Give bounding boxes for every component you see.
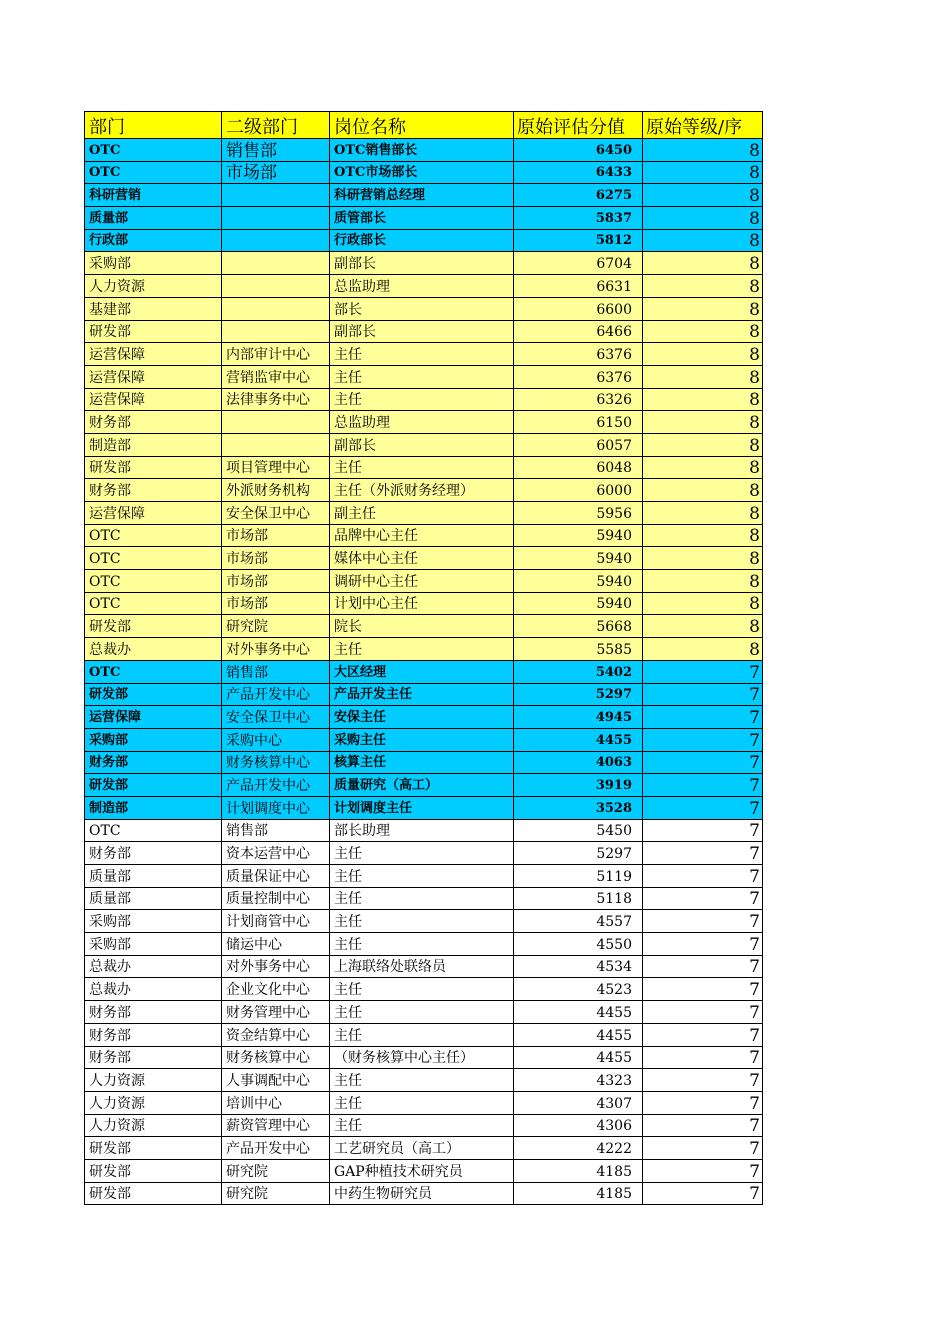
- grade-cell[interactable]: 7: [643, 751, 763, 774]
- score-cell[interactable]: 4550: [514, 933, 643, 956]
- score-cell[interactable]: 5940: [514, 592, 643, 615]
- table-row: [85, 1137, 763, 1160]
- position-cell[interactable]: 采购主任: [330, 728, 514, 751]
- score-cell[interactable]: 4063: [514, 751, 643, 774]
- dept-cell[interactable]: 研发部: [85, 774, 222, 797]
- table-row: [85, 547, 763, 570]
- position-cell[interactable]: 品牌中心主任: [330, 524, 514, 547]
- sub-dept-cell[interactable]: 产品开发中心: [222, 774, 330, 797]
- sub-dept-cell[interactable]: 财务核算中心: [222, 1046, 330, 1069]
- grade-cell[interactable]: 8: [643, 547, 763, 570]
- position-cell[interactable]: 调研中心主任: [330, 570, 514, 593]
- sub-dept-cell[interactable]: [222, 184, 330, 207]
- score-cell[interactable]: 5585: [514, 638, 643, 661]
- score-cell[interactable]: 6000: [514, 479, 643, 502]
- position-cell[interactable]: 副部长: [330, 252, 514, 275]
- table-row: [85, 343, 763, 366]
- table-row: [85, 796, 763, 819]
- sub-dept-cell[interactable]: 人事调配中心: [222, 1069, 330, 1092]
- grade-cell[interactable]: 7: [643, 842, 763, 865]
- sub-dept-cell[interactable]: 企业文化中心: [222, 978, 330, 1001]
- dept-cell[interactable]: 研发部: [85, 456, 222, 479]
- score-cell[interactable]: 4557: [514, 910, 643, 933]
- sub-dept-cell[interactable]: 对外事务中心: [222, 638, 330, 661]
- grade-cell[interactable]: 8: [643, 502, 763, 525]
- table-row: [85, 887, 763, 910]
- grade-cell[interactable]: 8: [643, 456, 763, 479]
- table-row: [85, 320, 763, 343]
- grade-cell[interactable]: 8: [643, 139, 763, 162]
- table-row: [85, 524, 763, 547]
- dept-cell[interactable]: OTC: [85, 161, 222, 184]
- score-cell[interactable]: 4455: [514, 1001, 643, 1024]
- grade-cell[interactable]: 7: [643, 1159, 763, 1182]
- position-cell[interactable]: 媒体中心主任: [330, 547, 514, 570]
- dept-cell[interactable]: 运营保障: [85, 388, 222, 411]
- score-cell[interactable]: 5837: [514, 207, 643, 230]
- table-row: [85, 774, 763, 797]
- dept-cell[interactable]: 人力资源: [85, 1091, 222, 1114]
- position-cell[interactable]: 主任: [330, 933, 514, 956]
- table-row: [85, 683, 763, 706]
- sub-dept-cell[interactable]: 销售部: [222, 819, 330, 842]
- score-cell[interactable]: 6057: [514, 433, 643, 456]
- score-cell[interactable]: 4945: [514, 706, 643, 729]
- dept-cell[interactable]: 制造部: [85, 433, 222, 456]
- header-row: [85, 112, 763, 139]
- grade-cell[interactable]: 7: [643, 1182, 763, 1205]
- sub-dept-cell[interactable]: 市场部: [222, 161, 330, 184]
- score-cell[interactable]: 6433: [514, 161, 643, 184]
- score-cell[interactable]: 5118: [514, 887, 643, 910]
- position-cell[interactable]: 工艺研究员（高工）: [330, 1137, 514, 1160]
- score-cell[interactable]: 4455: [514, 1023, 643, 1046]
- table-row: [85, 615, 763, 638]
- grade-cell[interactable]: 8: [643, 207, 763, 230]
- dept-cell[interactable]: OTC: [85, 524, 222, 547]
- header-cell[interactable]: 二级部门: [222, 112, 330, 139]
- sub-dept-cell[interactable]: 对外事务中心: [222, 955, 330, 978]
- sub-dept-cell[interactable]: 财务管理中心: [222, 1001, 330, 1024]
- position-cell[interactable]: 质管部长: [330, 207, 514, 230]
- position-cell[interactable]: 行政部长: [330, 229, 514, 252]
- dept-cell[interactable]: 研发部: [85, 1137, 222, 1160]
- table-row: [85, 207, 763, 230]
- grade-cell[interactable]: 8: [643, 343, 763, 366]
- score-cell[interactable]: 5940: [514, 524, 643, 547]
- score-cell[interactable]: 5402: [514, 660, 643, 683]
- table-row: [85, 229, 763, 252]
- position-cell[interactable]: 主任: [330, 1069, 514, 1092]
- table-row: [85, 1001, 763, 1024]
- sub-dept-cell[interactable]: 计划商管中心: [222, 910, 330, 933]
- table-row: [85, 184, 763, 207]
- dept-cell[interactable]: 总裁办: [85, 978, 222, 1001]
- position-cell[interactable]: 总监助理: [330, 275, 514, 298]
- score-cell[interactable]: 4222: [514, 1137, 643, 1160]
- table-row: [85, 161, 763, 184]
- score-cell[interactable]: 5812: [514, 229, 643, 252]
- table-row: [85, 1091, 763, 1114]
- dept-cell[interactable]: 总裁办: [85, 955, 222, 978]
- sub-dept-cell[interactable]: 市场部: [222, 570, 330, 593]
- table-row: [85, 706, 763, 729]
- dept-cell[interactable]: OTC: [85, 592, 222, 615]
- sub-dept-cell[interactable]: [222, 411, 330, 434]
- dept-cell[interactable]: 运营保障: [85, 343, 222, 366]
- table-row: [85, 865, 763, 888]
- grade-cell[interactable]: 7: [643, 933, 763, 956]
- grade-cell[interactable]: 7: [643, 865, 763, 888]
- position-cell[interactable]: 总监助理: [330, 411, 514, 434]
- dept-cell[interactable]: 研发部: [85, 320, 222, 343]
- score-cell[interactable]: 4455: [514, 728, 643, 751]
- sub-dept-cell[interactable]: 质量控制中心: [222, 887, 330, 910]
- dept-cell[interactable]: 运营保障: [85, 502, 222, 525]
- table-row: [85, 751, 763, 774]
- score-cell[interactable]: 5450: [514, 819, 643, 842]
- table-row: [85, 1069, 763, 1092]
- sub-dept-cell[interactable]: 外派财务机构: [222, 479, 330, 502]
- sub-dept-cell[interactable]: 安全保卫中心: [222, 502, 330, 525]
- sub-dept-cell[interactable]: 销售部: [222, 139, 330, 162]
- table-row: [85, 456, 763, 479]
- score-cell[interactable]: 5119: [514, 865, 643, 888]
- dept-cell[interactable]: 财务部: [85, 1046, 222, 1069]
- dept-cell[interactable]: 研发部: [85, 683, 222, 706]
- sub-dept-cell[interactable]: 采购中心: [222, 728, 330, 751]
- table-row: [85, 842, 763, 865]
- position-cell[interactable]: （财务核算中心主任）: [330, 1046, 514, 1069]
- sub-dept-cell[interactable]: 营销监审中心: [222, 365, 330, 388]
- grade-cell[interactable]: 7: [643, 1091, 763, 1114]
- dept-cell[interactable]: 财务部: [85, 751, 222, 774]
- dept-cell[interactable]: 行政部: [85, 229, 222, 252]
- dept-cell[interactable]: OTC: [85, 570, 222, 593]
- score-cell[interactable]: 4523: [514, 978, 643, 1001]
- dept-cell[interactable]: 采购部: [85, 910, 222, 933]
- position-cell[interactable]: 主任: [330, 1023, 514, 1046]
- table-row: [85, 388, 763, 411]
- score-cell[interactable]: 4455: [514, 1046, 643, 1069]
- position-cell[interactable]: 中药生物研究员: [330, 1182, 514, 1205]
- table-row: [85, 978, 763, 1001]
- dept-cell[interactable]: OTC: [85, 547, 222, 570]
- position-cell[interactable]: 副部长: [330, 320, 514, 343]
- grade-cell[interactable]: 7: [643, 796, 763, 819]
- table-row: [85, 1159, 763, 1182]
- grade-cell[interactable]: 7: [643, 1137, 763, 1160]
- score-cell[interactable]: 4185: [514, 1159, 643, 1182]
- table-row: [85, 933, 763, 956]
- table-row: [85, 1046, 763, 1069]
- dept-cell[interactable]: 运营保障: [85, 706, 222, 729]
- table-row: [85, 411, 763, 434]
- sub-dept-cell[interactable]: 研究院: [222, 1159, 330, 1182]
- position-cell[interactable]: 主任: [330, 978, 514, 1001]
- score-cell[interactable]: 5297: [514, 683, 643, 706]
- grade-cell[interactable]: 8: [643, 275, 763, 298]
- grade-cell[interactable]: 7: [643, 774, 763, 797]
- table-row: [85, 1182, 763, 1205]
- header-cell[interactable]: 部门: [85, 112, 222, 139]
- score-cell[interactable]: 6704: [514, 252, 643, 275]
- table-row: [85, 139, 763, 162]
- grade-cell[interactable]: 7: [643, 1046, 763, 1069]
- sub-dept-cell[interactable]: 产品开发中心: [222, 1137, 330, 1160]
- grade-cell[interactable]: 8: [643, 161, 763, 184]
- table-row: [85, 297, 763, 320]
- grade-cell[interactable]: 8: [643, 252, 763, 275]
- dept-cell[interactable]: 运营保障: [85, 365, 222, 388]
- score-cell[interactable]: 6326: [514, 388, 643, 411]
- sub-dept-cell[interactable]: 安全保卫中心: [222, 706, 330, 729]
- score-cell[interactable]: 6466: [514, 320, 643, 343]
- position-cell[interactable]: 计划中心主任: [330, 592, 514, 615]
- dept-cell[interactable]: OTC: [85, 660, 222, 683]
- table-row: [85, 660, 763, 683]
- position-cell[interactable]: 主任（外派财务经理）: [330, 479, 514, 502]
- score-cell[interactable]: 5297: [514, 842, 643, 865]
- grade-cell[interactable]: 8: [643, 615, 763, 638]
- position-cell[interactable]: 上海联络处联络员: [330, 955, 514, 978]
- grade-cell[interactable]: 7: [643, 1023, 763, 1046]
- position-cell[interactable]: 安保主任: [330, 706, 514, 729]
- position-cell[interactable]: 部长助理: [330, 819, 514, 842]
- position-cell[interactable]: OTC销售部长: [330, 139, 514, 162]
- dept-cell[interactable]: 质量部: [85, 887, 222, 910]
- sub-dept-cell[interactable]: 计划调度中心: [222, 796, 330, 819]
- grade-cell[interactable]: 8: [643, 388, 763, 411]
- grade-cell[interactable]: 7: [643, 660, 763, 683]
- table-row: [85, 819, 763, 842]
- header-cell[interactable]: 原始等级/序: [643, 112, 763, 139]
- position-cell[interactable]: 计划调度主任: [330, 796, 514, 819]
- dept-cell[interactable]: 财务部: [85, 1001, 222, 1024]
- table-row: [85, 638, 763, 661]
- score-cell[interactable]: 5668: [514, 615, 643, 638]
- sub-dept-cell[interactable]: 项目管理中心: [222, 456, 330, 479]
- grade-cell[interactable]: 7: [643, 706, 763, 729]
- table-row: [85, 728, 763, 751]
- score-cell[interactable]: 6376: [514, 365, 643, 388]
- position-cell[interactable]: 大区经理: [330, 660, 514, 683]
- sub-dept-cell[interactable]: [222, 207, 330, 230]
- table-row: [85, 592, 763, 615]
- table-row: [85, 955, 763, 978]
- sub-dept-cell[interactable]: 资本运营中心: [222, 842, 330, 865]
- score-cell[interactable]: 4307: [514, 1091, 643, 1114]
- position-cell[interactable]: 副部长: [330, 433, 514, 456]
- position-cell[interactable]: 主任: [330, 456, 514, 479]
- position-cell[interactable]: 质量研究（高工）: [330, 774, 514, 797]
- table-row: [85, 570, 763, 593]
- dept-cell[interactable]: 研发部: [85, 615, 222, 638]
- grade-cell[interactable]: 7: [643, 887, 763, 910]
- sub-dept-cell[interactable]: 财务核算中心: [222, 751, 330, 774]
- grade-cell[interactable]: 8: [643, 433, 763, 456]
- score-cell[interactable]: 4323: [514, 1069, 643, 1092]
- position-cell[interactable]: 主任: [330, 1001, 514, 1024]
- grade-cell[interactable]: 8: [643, 320, 763, 343]
- score-cell[interactable]: 4306: [514, 1114, 643, 1137]
- grade-cell[interactable]: 8: [643, 229, 763, 252]
- grade-cell[interactable]: 7: [643, 1069, 763, 1092]
- score-cell[interactable]: 5940: [514, 570, 643, 593]
- dept-cell[interactable]: 人力资源: [85, 1069, 222, 1092]
- position-cell[interactable]: OTC市场部长: [330, 161, 514, 184]
- sub-dept-cell[interactable]: [222, 297, 330, 320]
- sub-dept-cell[interactable]: 内部审计中心: [222, 343, 330, 366]
- position-cell[interactable]: 主任: [330, 865, 514, 888]
- score-cell[interactable]: 4185: [514, 1182, 643, 1205]
- grade-cell[interactable]: 7: [643, 978, 763, 1001]
- sub-dept-cell[interactable]: [222, 320, 330, 343]
- sub-dept-cell[interactable]: 培训中心: [222, 1091, 330, 1114]
- score-cell[interactable]: 6048: [514, 456, 643, 479]
- score-cell[interactable]: 6376: [514, 343, 643, 366]
- sub-dept-cell[interactable]: 产品开发中心: [222, 683, 330, 706]
- sub-dept-cell[interactable]: 法律事务中心: [222, 388, 330, 411]
- table-row: [85, 502, 763, 525]
- position-cell[interactable]: 产品开发主任: [330, 683, 514, 706]
- grade-cell[interactable]: 7: [643, 1001, 763, 1024]
- position-cell[interactable]: 主任: [330, 343, 514, 366]
- dept-cell[interactable]: 研发部: [85, 1159, 222, 1182]
- table-row: [85, 1023, 763, 1046]
- dept-cell[interactable]: OTC: [85, 139, 222, 162]
- grade-cell[interactable]: 8: [643, 524, 763, 547]
- position-cell[interactable]: 主任: [330, 365, 514, 388]
- grade-cell[interactable]: 7: [643, 955, 763, 978]
- table-row: [85, 910, 763, 933]
- score-cell[interactable]: 3919: [514, 774, 643, 797]
- dept-cell[interactable]: 研发部: [85, 1182, 222, 1205]
- position-cell[interactable]: GAP种植技术研究员: [330, 1159, 514, 1182]
- dept-cell[interactable]: OTC: [85, 819, 222, 842]
- dept-cell[interactable]: 财务部: [85, 479, 222, 502]
- position-cell[interactable]: 核算主任: [330, 751, 514, 774]
- dept-cell[interactable]: 财务部: [85, 1023, 222, 1046]
- score-cell[interactable]: 6631: [514, 275, 643, 298]
- dept-cell[interactable]: 科研营销: [85, 184, 222, 207]
- table-row: [85, 433, 763, 456]
- sub-dept-cell[interactable]: [222, 275, 330, 298]
- header-cell[interactable]: 岗位名称: [330, 112, 514, 139]
- position-cell[interactable]: 主任: [330, 887, 514, 910]
- score-cell[interactable]: 3528: [514, 796, 643, 819]
- table-row: [85, 365, 763, 388]
- grade-cell[interactable]: 8: [643, 184, 763, 207]
- score-cell[interactable]: 6150: [514, 411, 643, 434]
- dept-cell[interactable]: 采购部: [85, 252, 222, 275]
- position-cell[interactable]: 科研营销总经理: [330, 184, 514, 207]
- score-cell[interactable]: 6275: [514, 184, 643, 207]
- sub-dept-cell[interactable]: 质量保证中心: [222, 865, 330, 888]
- table-row: [85, 479, 763, 502]
- grade-cell[interactable]: 8: [643, 411, 763, 434]
- position-cell[interactable]: 副主任: [330, 502, 514, 525]
- sub-dept-cell[interactable]: [222, 433, 330, 456]
- dept-cell[interactable]: 人力资源: [85, 1114, 222, 1137]
- sub-dept-cell[interactable]: 研究院: [222, 1182, 330, 1205]
- position-cell[interactable]: 主任: [330, 842, 514, 865]
- position-cell[interactable]: 部长: [330, 297, 514, 320]
- position-cell[interactable]: 主任: [330, 1091, 514, 1114]
- dept-cell[interactable]: 采购部: [85, 933, 222, 956]
- table-row: [85, 252, 763, 275]
- sub-dept-cell[interactable]: 薪资管理中心: [222, 1114, 330, 1137]
- dept-cell[interactable]: 总裁办: [85, 638, 222, 661]
- table-row: [85, 1114, 763, 1137]
- grade-cell[interactable]: 7: [643, 910, 763, 933]
- sub-dept-cell[interactable]: 销售部: [222, 660, 330, 683]
- dept-cell[interactable]: 财务部: [85, 411, 222, 434]
- header-cell[interactable]: 原始评估分值: [514, 112, 643, 139]
- table-body: [85, 139, 763, 1205]
- table-row: [85, 275, 763, 298]
- sub-dept-cell[interactable]: 资金结算中心: [222, 1023, 330, 1046]
- score-cell[interactable]: 5956: [514, 502, 643, 525]
- dept-cell[interactable]: 质量部: [85, 865, 222, 888]
- dept-cell[interactable]: 财务部: [85, 842, 222, 865]
- sub-dept-cell[interactable]: [222, 252, 330, 275]
- grade-cell[interactable]: 8: [643, 592, 763, 615]
- score-cell[interactable]: 6600: [514, 297, 643, 320]
- position-cell[interactable]: 主任: [330, 388, 514, 411]
- grade-cell[interactable]: 8: [643, 297, 763, 320]
- dept-cell[interactable]: 基建部: [85, 297, 222, 320]
- sub-dept-cell[interactable]: 市场部: [222, 524, 330, 547]
- position-cell[interactable]: 院长: [330, 615, 514, 638]
- grade-cell[interactable]: 7: [643, 1114, 763, 1137]
- grade-cell[interactable]: 8: [643, 570, 763, 593]
- position-cell[interactable]: 主任: [330, 1114, 514, 1137]
- grade-cell[interactable]: 7: [643, 728, 763, 751]
- grade-cell[interactable]: 8: [643, 638, 763, 661]
- dept-cell[interactable]: 质量部: [85, 207, 222, 230]
- sub-dept-cell[interactable]: [222, 229, 330, 252]
- position-evaluation-table: [84, 111, 763, 1205]
- sub-dept-cell[interactable]: 研究院: [222, 615, 330, 638]
- score-cell[interactable]: 6450: [514, 139, 643, 162]
- sub-dept-cell[interactable]: 市场部: [222, 592, 330, 615]
- sub-dept-cell[interactable]: 市场部: [222, 547, 330, 570]
- sub-dept-cell[interactable]: 储运中心: [222, 933, 330, 956]
- grade-cell[interactable]: 8: [643, 365, 763, 388]
- position-cell[interactable]: 主任: [330, 910, 514, 933]
- grade-cell[interactable]: 7: [643, 819, 763, 842]
- dept-cell[interactable]: 人力资源: [85, 275, 222, 298]
- dept-cell[interactable]: 采购部: [85, 728, 222, 751]
- dept-cell[interactable]: 制造部: [85, 796, 222, 819]
- score-cell[interactable]: 5940: [514, 547, 643, 570]
- grade-cell[interactable]: 7: [643, 683, 763, 706]
- position-cell[interactable]: 主任: [330, 638, 514, 661]
- grade-cell[interactable]: 8: [643, 479, 763, 502]
- score-cell[interactable]: 4534: [514, 955, 643, 978]
